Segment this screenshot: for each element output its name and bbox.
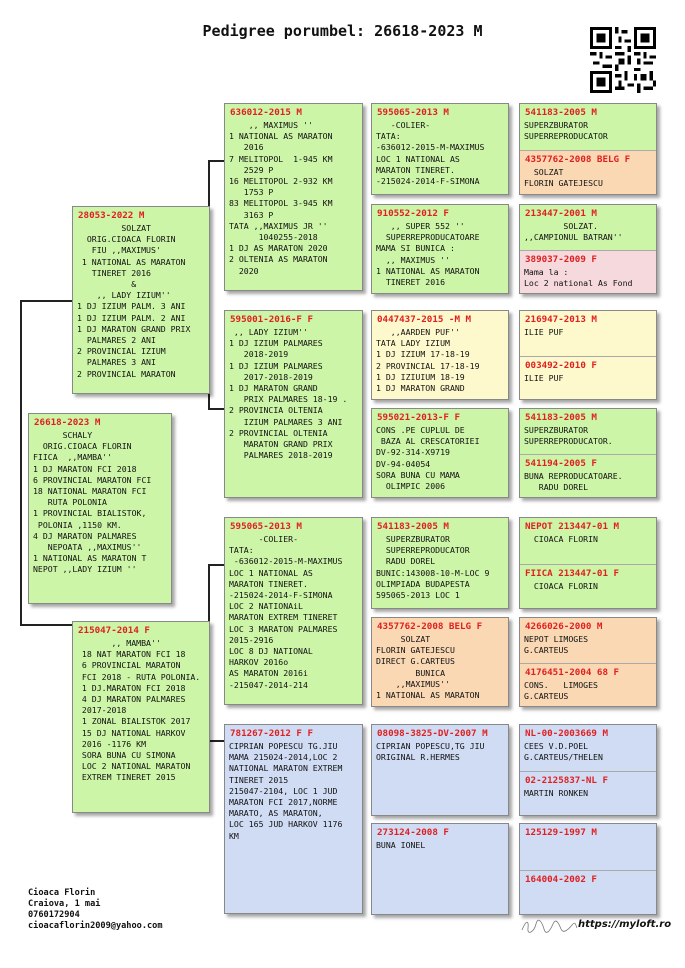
ring-id: 636012-2015 M: [230, 107, 302, 118]
gen5-entry[interactable]: [520, 454, 656, 498]
page-title: Pedigree porumbel: 26618-2023 M: [202, 22, 483, 40]
ring-id: 08098-3825-DV-2007 M: [377, 728, 488, 739]
ring-id: 02-2125837-NL F: [525, 775, 608, 786]
ring-id: 4357762-2008 BELG F: [525, 154, 631, 165]
ring-id: 595001-2016-F F: [230, 314, 313, 325]
pigeon-details: CONS .PE CUPLUL DE BAZA AL CRESCATORIEI DV-92-314-X9719 DV-94-04054 SORA BUNA CU MAMA OLIMPIC 2006: [376, 425, 480, 492]
connector: [20, 300, 72, 302]
gen5-pair-card[interactable]: [519, 408, 657, 498]
ring-id: 4176451-2004 68 F: [525, 667, 620, 678]
ring-id: 003492-2010 F: [525, 360, 597, 371]
gen5-entry[interactable]: [520, 771, 656, 816]
gen3-card[interactable]: [224, 103, 363, 291]
ring-id: 595021-2013-F F: [377, 412, 460, 423]
ring-id: 910552-2012 F: [377, 208, 449, 219]
pigeon-details: CIPRIAN POPESCU,TG JIU ORIGINAL R.HERMES: [376, 741, 485, 763]
pigeon-details: CEES V.D.POEL G.CARTEUS/THELEN: [524, 741, 603, 763]
gen5-pair-card[interactable]: [519, 517, 657, 609]
gen5-pair-card[interactable]: [519, 310, 657, 400]
gen5-pair-card[interactable]: [519, 724, 657, 816]
gen5-entry[interactable]: [520, 250, 656, 294]
ring-id: NEPOT 213447-01 M: [525, 521, 620, 532]
gen3-card[interactable]: [224, 310, 363, 498]
ring-id: 28053-2022 M: [78, 210, 145, 221]
gen4-card[interactable]: [371, 724, 509, 816]
pigeon-details: SUPERZBURATOR SUPERREPRODUCATOR RADU DOREL BUNIC:143008-10-M-LOC 9 OLIMPIADA BUDAPESTA 595065-2013 LOC 1: [376, 534, 490, 601]
pigeon-details: SUPERZBURATOR SUPERREPRODUCATOR: [524, 120, 608, 142]
ring-id: 0447437-2015 -M M: [377, 314, 472, 325]
breeder-address: Craiova, 1 mai: [28, 899, 101, 909]
pigeon-details: CIOACA FLORIN: [524, 581, 598, 591]
gen4-card[interactable]: [371, 204, 509, 294]
gen5-pair-card[interactable]: [519, 103, 657, 195]
qr-code-icon: [590, 27, 656, 93]
gen5-pair-card[interactable]: [519, 823, 657, 915]
pigeon-details: SOLZAT ORIG.CIOACA FLORIN FIU ,,MAXIMUS' 1 NATIONAL AS MARATON TINERET 2016 & ,, LADY IZIUM'' 1 DJ IZIUM PALM. 3 ANI 1 DJ IZIUM PALM. 2 ANI 1 DJ MARATON GRAND PRIX PALMARES 2 ANI 2 PROVINCIAL IZIUM PALMARES 3 ANI 2 PROVINCIAL MARATON: [77, 223, 191, 379]
ring-id: 26618-2023 M: [34, 417, 101, 428]
gen4-card[interactable]: [371, 517, 509, 609]
gen5-entry[interactable]: [520, 564, 656, 609]
pigeon-details: ,, LADY IZIUM'' 1 DJ IZIUM PALMARES 2018-2019 1 DJ IZIUM PALMARES 2017-2018-2019 1 DJ MARATON GRAND PRIX PALMARES 18-19 . 2 PROVINCIA OLTENIA IZIUM PALMARES 3 ANI 2 PROVINCIAL OLTENIA MARATON GRAND PRIX PALMARES 2018-2019: [229, 327, 348, 461]
pigeon-details: ,, SUPER 552 '' SUPERREPRODUCATOARE MAMA SI BUNICA : ,, MAXIMUS '' 1 NATIONAL AS MARATON TINERET 2016: [376, 221, 480, 288]
sire-card[interactable]: [72, 206, 210, 394]
connector: [208, 564, 224, 566]
pigeon-details: MARTIN RONKEN: [524, 788, 589, 798]
pigeon-details: ILIE PUF: [524, 373, 564, 383]
gen4-card[interactable]: [371, 617, 509, 707]
pigeon-details: SOLZAT FLORIN GATEJESCU: [524, 167, 603, 189]
ring-id: 541183-2005 M: [525, 107, 597, 118]
breeder-name: Cioaca Florin: [28, 888, 96, 898]
pigeon-details: ,,AARDEN PUF'' TATA LADY IZIUM 1 DJ IZIUM 17-18-19 2 PROVINCIAL 17-18-19 1 DJ IZIUIUM 18-19 1 DJ MARATON GRAND: [376, 327, 480, 394]
gen4-card[interactable]: [371, 408, 509, 498]
ring-id: 4357762-2008 BELG F: [377, 621, 483, 632]
ring-id: 541183-2005 M: [377, 521, 449, 532]
pigeon-details: SCHALY ORIG.CIOACA FLORIN FIICA ,,MAMBA'' 1 DJ MARATON FCI 2018 6 PROVINCIAL MARATON FCI 18 NATIONAL MARATON FCI RUTA POLONIA 1 PROVINCIAL BIALISTOK, POLONIA ,1150 KM. 4 DJ MARATON PALMARES NEPOATA ,,MAXIMUS'' 1 NATIONAL AS MARATON T NEPOT ,,LADY IZIUM '': [33, 430, 152, 575]
ring-id: 4266026-2000 M: [525, 621, 603, 632]
gen3-card[interactable]: [224, 517, 363, 705]
pigeon-details: BUNA REPRODUCATOARE. RADU DOREL: [524, 471, 623, 493]
gen5-entry[interactable]: [520, 618, 656, 663]
connector: [20, 300, 22, 626]
pigeon-details: CIPRIAN POPESCU TG.JIU MAMA 215024-2014,LOC 2 NATIONAL MARATON EXTREM TINERET 2015 215047-2104, LOC 1 JUD MARATON FCI 2017,NORME MARATO, AS MARATON, LOC 165 JUD HARKOV 1176 KM: [229, 741, 343, 841]
pigeon-details: ,, MAXIMUS '' 1 NATIONAL AS MARATON 2016 7 MELITOPOL 1-945 KM 2529 P 16 MELITOPOL 2-932 KM 1753 P 83 MELITOPOL 3-945 KM 3163 P TATA ,,MAXIMUS JR '' 1040255-2018 1 DJ AS MARATON 2020 2 OLTENIA AS MARATON 2020: [229, 120, 333, 276]
dam-card[interactable]: [72, 621, 210, 813]
connector: [20, 624, 72, 626]
pigeon-details: CIOACA FLORIN: [524, 534, 598, 544]
gen4-card[interactable]: [371, 823, 509, 915]
pigeon-details: SUPERZBURATOR SUPERREPRODUCATOR.: [524, 425, 613, 447]
breeder-email[interactable]: cioacaflorin2009@yahoo.com: [28, 921, 163, 931]
ring-id: 541194-2005 F: [525, 458, 597, 469]
gen4-card[interactable]: [371, 103, 509, 195]
pigeon-details: NEPOT LIMOGES G.CARTEUS: [524, 634, 589, 656]
ring-id: NL-00-2003669 M: [525, 728, 608, 739]
ring-id: 164004-2002 F: [525, 874, 597, 885]
pigeon-details: SOLZAT FLORIN GATEJESCU DIRECT G.CARTEUS BUNICA ,,MAXIMUS'' 1 NATIONAL AS MARATON: [376, 634, 480, 701]
pigeon-details: SOLZAT. ,,CAMPIONUL BATRAN'': [524, 221, 623, 243]
gen5-entry[interactable]: [520, 870, 656, 915]
gen5-entry[interactable]: [520, 518, 656, 564]
ring-id: 389037-2009 F: [525, 254, 597, 265]
ring-id: 781267-2012 F F: [230, 728, 313, 739]
pigeon-details: -COLIER- TATA: -636012-2015-M-MAXIMUS LOC 1 NATIONAL AS MARATON TINERET. -215024-2014-F-SIMONA LOC 2 NATIONAiL MARATON EXTREM TINERET LOC 3 MARATON PALMARES 2015-2916 LOC 8 DJ NATIONAL HARKOV 2016o AS MARATON 2016i -215047-2014-214: [229, 534, 343, 690]
ring-id: 595065-2013 M: [230, 521, 302, 532]
pigeon-details: CONS. LIMOGES G.CARTEUS: [524, 680, 598, 702]
gen5-entry[interactable]: [520, 205, 656, 250]
website-link[interactable]: https://myloft.ro: [578, 919, 672, 930]
gen5-entry[interactable]: [520, 824, 656, 870]
pigeon-details: ILIE PUF: [524, 327, 564, 337]
gen3-card[interactable]: [224, 724, 363, 914]
gen4-card[interactable]: [371, 310, 509, 400]
gen5-entry[interactable]: [520, 356, 656, 400]
gen5-entry[interactable]: [520, 725, 656, 771]
pigeon-details: Mama la : Loc 2 national As Fond: [524, 267, 633, 289]
ring-id: 213447-2001 M: [525, 208, 597, 219]
pigeon-details: ,, MAMBA'' 18 NAT MARATON FCI 18 6 PROVINCIAL MARATON FCI 2018 - RUTA POLONIA. 1 DJ.MARATON FCI 2018 4 DJ MARATON PALMARES 2017-2018 1 ZONAL BIALISTOK 2017 15 DJ NATIONAL HARKOV 2016 -1176 KM SORA BUNA CU SIMONA LOC 2 NATIONAL MARATON EXTREM TINERET 2015: [81, 638, 201, 783]
ring-id: 273124-2008 F: [377, 827, 449, 838]
gen5-entry[interactable]: [520, 311, 656, 356]
ring-id: 125129-1997 M: [525, 827, 597, 838]
ring-id: FIICA 213447-01 F: [525, 568, 620, 579]
signature-icon: [520, 918, 578, 934]
gen5-entry[interactable]: [520, 150, 656, 195]
gen5-pair-card[interactable]: [519, 617, 657, 707]
gen5-pair-card[interactable]: [519, 204, 657, 294]
ring-id: 595065-2013 M: [377, 107, 449, 118]
breeder-phone: 0760172904: [28, 910, 80, 920]
connector: [208, 160, 224, 162]
subject-card[interactable]: [28, 413, 172, 604]
connector: [208, 740, 224, 742]
gen5-entry[interactable]: [520, 409, 656, 454]
pigeon-details: BUNA IONEL: [376, 840, 426, 850]
ring-id: 541183-2005 M: [525, 412, 597, 423]
ring-id: 216947-2013 M: [525, 314, 597, 325]
ring-id: 215047-2014 F: [78, 625, 150, 636]
breeder-contact: [28, 888, 163, 932]
gen5-entry[interactable]: [520, 104, 656, 150]
pigeon-details: -COLIER- TATA: -636012-2015-M-MAXIMUS LOC 1 NATIONAL AS MARATON TINERET. -215024-2014-F-SIMONA: [376, 120, 485, 187]
connector: [208, 408, 224, 410]
gen5-entry[interactable]: [520, 663, 656, 707]
